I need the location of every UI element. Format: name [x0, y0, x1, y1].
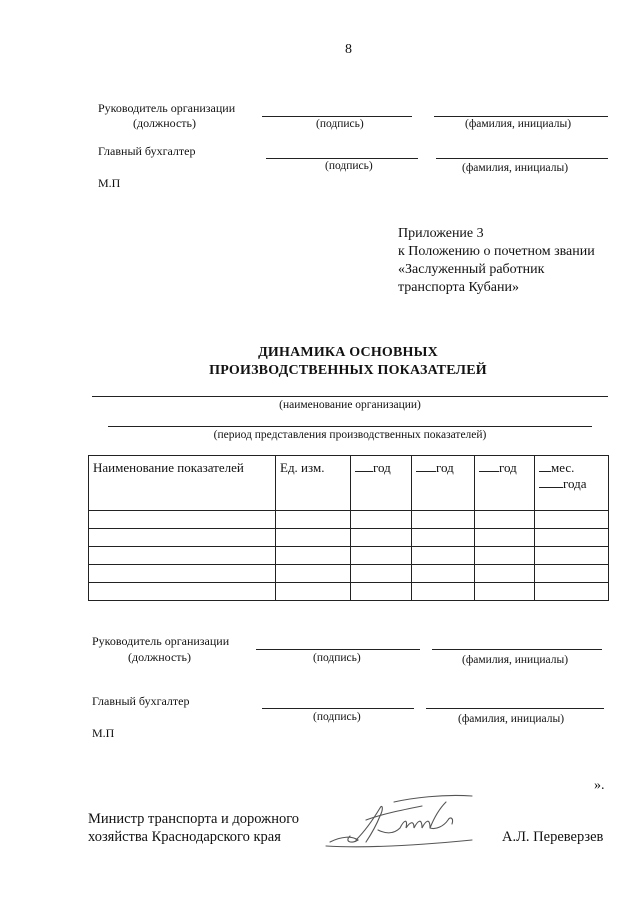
- year-word: год: [373, 460, 391, 475]
- year-genitive-word: года: [563, 476, 587, 491]
- table-body: [89, 511, 609, 601]
- page-number: 8: [345, 42, 352, 57]
- table-row: [89, 583, 609, 601]
- year-blank: [355, 460, 373, 472]
- minister-title-line-1: Министр транспорта и дорожного: [88, 811, 300, 827]
- table-header-row: [89, 456, 609, 511]
- title-line-2: ПРОИЗВОДСТВЕННЫХ ПОКАЗАТЕЛЕЙ: [209, 363, 487, 378]
- table-cell: [475, 565, 535, 583]
- table-row: [89, 565, 609, 583]
- table-cell: [475, 529, 535, 547]
- table-cell: [351, 529, 412, 547]
- head-name-line: [434, 116, 608, 117]
- signature-caption: (подпись): [316, 118, 364, 130]
- accountant-signature-caption: (подпись): [325, 160, 373, 172]
- table-cell: [412, 583, 475, 601]
- appendix-line-3: «Заслуженный работник: [398, 262, 545, 277]
- bottom-signature-caption: (подпись): [313, 652, 361, 664]
- table-cell: [535, 565, 609, 583]
- table-cell: [351, 547, 412, 565]
- table-cell: [535, 529, 609, 547]
- table-row: [89, 511, 609, 529]
- month-blank: [539, 460, 551, 472]
- title-line-1: ДИНАМИКА ОСНОВНЫХ: [258, 345, 438, 360]
- table-cell: [89, 529, 276, 547]
- stamp-label: М.П: [98, 176, 121, 190]
- indicators-table: [88, 455, 609, 601]
- bottom-accountant-name-line: [426, 708, 604, 709]
- table-cell: [412, 565, 475, 583]
- bottom-accountant-label: Главный бухгалтер: [92, 694, 190, 708]
- header-indicator: Наименование показателей: [89, 456, 276, 511]
- appendix-line-2: к Положению о почетном звании: [398, 244, 595, 259]
- bottom-accountant-signature-caption: (подпись): [313, 711, 361, 723]
- document-title: [88, 344, 608, 380]
- accountant-signature-line: [266, 158, 418, 159]
- table-row: [89, 529, 609, 547]
- table-cell: [89, 583, 276, 601]
- table-cell: [412, 547, 475, 565]
- table-cell: [276, 583, 351, 601]
- position-caption: (должность): [133, 116, 196, 130]
- minister-title: [88, 810, 299, 846]
- table-row: [89, 547, 609, 565]
- bottom-accountant-signature-line: [262, 708, 414, 709]
- table-cell: [89, 511, 276, 529]
- year-word: год: [436, 460, 454, 475]
- table-cell: [412, 529, 475, 547]
- table-cell: [276, 565, 351, 583]
- period-line: [108, 426, 592, 427]
- month-word: мес.: [551, 460, 575, 475]
- table-cell: [475, 511, 535, 529]
- header-month-year: [535, 456, 609, 511]
- table-cell: [412, 511, 475, 529]
- organization-line: [92, 396, 608, 397]
- year-blank: [539, 476, 563, 488]
- minister-title-line-2: хозяйства Краснодарского края: [88, 829, 281, 845]
- year-word: год: [499, 460, 517, 475]
- table-cell: [351, 565, 412, 583]
- name-caption: (фамилия, инициалы): [465, 118, 572, 130]
- header-unit: Ед. изм.: [276, 456, 351, 511]
- bottom-stamp-label: М.П: [92, 726, 115, 740]
- year-blank: [479, 460, 499, 472]
- table-cell: [475, 547, 535, 565]
- accountant-label: Главный бухгалтер: [98, 144, 196, 158]
- year-blank: [416, 460, 436, 472]
- appendix-block: [398, 225, 595, 297]
- accountant-name-line: [436, 158, 608, 159]
- table-cell: [89, 547, 276, 565]
- appendix-line-4: транспорта Кубани»: [398, 280, 519, 295]
- table-cell: [89, 565, 276, 583]
- table-cell: [475, 583, 535, 601]
- head-signature-line: [262, 116, 412, 117]
- closing-mark: ».: [594, 778, 605, 793]
- appendix-line-1: Приложение 3: [398, 226, 484, 241]
- bottom-name-caption: (фамилия, инициалы): [462, 654, 569, 666]
- table-cell: [535, 511, 609, 529]
- bottom-head-signature-line: [256, 649, 420, 650]
- table-cell: [276, 547, 351, 565]
- header-year-3: [475, 456, 535, 511]
- table-cell: [351, 511, 412, 529]
- head-label: Руководитель организации: [98, 101, 236, 115]
- minister-name: А.Л. Переверзев: [502, 829, 604, 845]
- bottom-accountant-name-caption: (фамилия, инициалы): [458, 713, 565, 725]
- table-cell: [276, 511, 351, 529]
- header-year-1: [351, 456, 412, 511]
- bottom-head-name-line: [432, 649, 602, 650]
- table-cell: [351, 583, 412, 601]
- table-cell: [535, 583, 609, 601]
- handwritten-signature: [322, 790, 512, 850]
- organization-caption: (наименование организации): [279, 399, 421, 411]
- bottom-head-label: Руководитель организации: [92, 634, 230, 648]
- period-caption: (период представления производственных показателей): [213, 429, 487, 441]
- accountant-name-caption: (фамилия, инициалы): [462, 162, 569, 174]
- bottom-position-caption: (должность): [128, 650, 191, 664]
- header-year-2: [412, 456, 475, 511]
- table-cell: [276, 529, 351, 547]
- table-cell: [535, 547, 609, 565]
